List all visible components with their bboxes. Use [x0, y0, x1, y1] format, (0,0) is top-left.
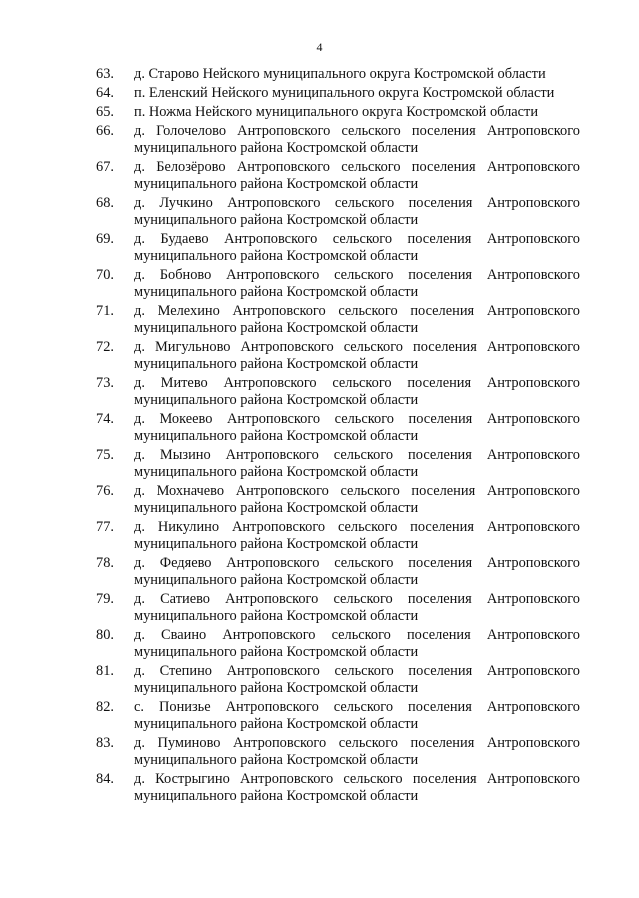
item-text: д. Белозёрово Антроповского сельского поселения Антроповского муниципального района Костромской области: [134, 159, 580, 192]
item-number: 84.: [96, 771, 114, 787]
list-item: [96, 66, 580, 83]
item-number: 80.: [96, 627, 114, 643]
item-text: д. Кострыгино Антроповского сельского поселения Антроповского муниципального района Костромской области: [134, 771, 580, 804]
item-number: 63.: [96, 66, 114, 82]
item-number: 82.: [96, 699, 114, 715]
item-text: д. Пуминово Антроповского сельского поселения Антроповского муниципального района Костромской области: [134, 735, 580, 768]
list-item: [96, 231, 580, 265]
page-number: 4: [316, 40, 323, 54]
list-item: [96, 159, 580, 193]
list-item: [96, 663, 580, 697]
item-text: с. Понизье Антроповского сельского поселения Антроповского муниципального района Костромской области: [134, 699, 580, 732]
item-text: д. Никулино Антроповского сельского поселения Антроповского муниципального района Костромской области: [134, 519, 580, 552]
item-number: 65.: [96, 104, 114, 120]
list-item: [96, 771, 580, 805]
item-text: д. Старово Нейского муниципального округа Костромской области: [134, 66, 546, 82]
list-item: [96, 195, 580, 229]
item-text: д. Лучкино Антроповского сельского поселения Антроповского муниципального района Костромской области: [134, 195, 580, 228]
item-text: д. Мелехино Антроповского сельского поселения Антроповского муниципального района Костромской области: [134, 303, 580, 336]
list-item: [96, 375, 580, 409]
item-number: 73.: [96, 375, 114, 391]
item-number: 79.: [96, 591, 114, 607]
list-item: [96, 123, 580, 157]
item-number: 83.: [96, 735, 114, 751]
list-item: [96, 303, 580, 337]
item-text: д. Мохначево Антроповского сельского поселения Антроповского муниципального района Костромской области: [134, 483, 580, 516]
item-number: 77.: [96, 519, 114, 535]
item-number: 74.: [96, 411, 114, 427]
item-number: 71.: [96, 303, 114, 319]
list-item: [96, 411, 580, 445]
list-item: [96, 447, 580, 481]
list-item: [96, 699, 580, 733]
item-text: п. Еленский Нейского муниципального округа Костромской области: [134, 85, 555, 101]
list-item: [96, 627, 580, 661]
settlement-list: [96, 66, 580, 807]
item-text: д. Бобново Антроповского сельского поселения Антроповского муниципального района Костромской области: [134, 267, 580, 300]
item-text: д. Мокеево Антроповского сельского поселения Антроповского муниципального района Костромской области: [134, 411, 580, 444]
item-text: д. Федяево Антроповского сельского поселения Антроповского муниципального района Костромской области: [134, 555, 580, 588]
item-number: 66.: [96, 123, 114, 139]
list-item: [96, 483, 580, 517]
item-number: 67.: [96, 159, 114, 175]
item-number: 75.: [96, 447, 114, 463]
item-text: д. Голочелово Антроповского сельского поселения Антроповского муниципального района Костромской области: [134, 123, 580, 156]
item-text: д. Сваино Антроповского сельского поселения Антроповского муниципального района Костромской области: [134, 627, 580, 660]
item-number: 68.: [96, 195, 114, 211]
item-text: д. Будаево Антроповского сельского поселения Антроповского муниципального района Костромской области: [134, 231, 580, 264]
list-item: [96, 555, 580, 589]
item-number: 69.: [96, 231, 114, 247]
item-number: 81.: [96, 663, 114, 679]
item-text: д. Митево Антроповского сельского поселения Антроповского муниципального района Костромской области: [134, 375, 580, 408]
item-number: 72.: [96, 339, 114, 355]
item-text: д. Мызино Антроповского сельского поселения Антроповского муниципального района Костромской области: [134, 447, 580, 480]
item-text: д. Степино Антроповского сельского поселения Антроповского муниципального района Костромской области: [134, 663, 580, 696]
list-item: [96, 85, 580, 102]
list-item: [96, 104, 580, 121]
list-item: [96, 735, 580, 769]
item-text: д. Мигульново Антроповского сельского поселения Антроповского муниципального района Костромской области: [134, 339, 580, 372]
item-number: 76.: [96, 483, 114, 499]
item-number: 70.: [96, 267, 114, 283]
item-text: д. Сатиево Антроповского сельского поселения Антроповского муниципального района Костромской области: [134, 591, 580, 624]
list-item: [96, 339, 580, 373]
item-text: п. Ножма Нейского муниципального округа Костромской области: [134, 104, 539, 120]
list-item: [96, 267, 580, 301]
list-item: [96, 591, 580, 625]
list-item: [96, 519, 580, 553]
item-number: 64.: [96, 85, 114, 101]
item-number: 78.: [96, 555, 114, 571]
